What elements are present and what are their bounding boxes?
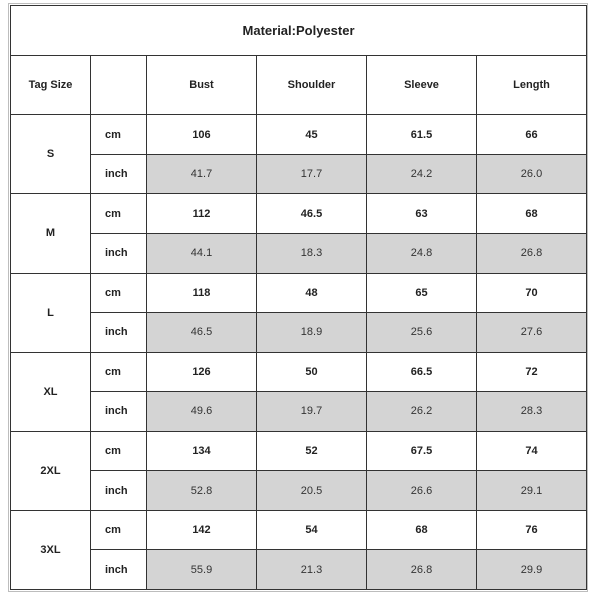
shoulder-value: 52 xyxy=(257,431,367,471)
sleeve-value: 65 xyxy=(367,273,477,313)
length-value: 74 xyxy=(477,431,587,471)
unit-label: inch xyxy=(91,550,147,590)
bust-value: 49.6 xyxy=(147,392,257,432)
table-row xyxy=(11,431,587,471)
header-row xyxy=(11,56,587,115)
length-value: 29.9 xyxy=(477,550,587,590)
unit-label: inch xyxy=(91,392,147,432)
unit-label: cm xyxy=(91,431,147,471)
unit-label: cm xyxy=(91,352,147,392)
table-row xyxy=(11,471,587,511)
sleeve-value: 24.2 xyxy=(367,154,477,194)
size-chart xyxy=(10,5,586,590)
bust-value: 44.1 xyxy=(147,233,257,273)
length-value: 66 xyxy=(477,115,587,155)
size-label: S xyxy=(11,115,91,194)
unit-label: cm xyxy=(91,194,147,234)
shoulder-value: 54 xyxy=(257,510,367,550)
table-row xyxy=(11,273,587,313)
length-value: 68 xyxy=(477,194,587,234)
table-row xyxy=(11,194,587,234)
size-label: M xyxy=(11,194,91,273)
unit-label: inch xyxy=(91,471,147,511)
table-row xyxy=(11,233,587,273)
table-row xyxy=(11,115,587,155)
table-row xyxy=(11,550,587,590)
sleeve-value: 26.6 xyxy=(367,471,477,511)
sleeve-value: 26.2 xyxy=(367,392,477,432)
length-value: 70 xyxy=(477,273,587,313)
unit-label: cm xyxy=(91,115,147,155)
bust-value: 52.8 xyxy=(147,471,257,511)
sleeve-value: 68 xyxy=(367,510,477,550)
sleeve-value: 26.8 xyxy=(367,550,477,590)
table-title: Material:Polyester xyxy=(11,6,587,56)
length-value: 26.0 xyxy=(477,154,587,194)
header-sleeve: Sleeve xyxy=(367,56,477,115)
header-length: Length xyxy=(477,56,587,115)
header-unit xyxy=(91,56,147,115)
size-label: XL xyxy=(11,352,91,431)
unit-label: inch xyxy=(91,313,147,353)
sleeve-value: 63 xyxy=(367,194,477,234)
unit-label: cm xyxy=(91,510,147,550)
table-row xyxy=(11,352,587,392)
shoulder-value: 48 xyxy=(257,273,367,313)
sleeve-value: 24.8 xyxy=(367,233,477,273)
shoulder-value: 20.5 xyxy=(257,471,367,511)
size-label: 2XL xyxy=(11,431,91,510)
shoulder-value: 21.3 xyxy=(257,550,367,590)
shoulder-value: 45 xyxy=(257,115,367,155)
unit-label: inch xyxy=(91,233,147,273)
unit-label: cm xyxy=(91,273,147,313)
title-row xyxy=(11,6,587,56)
bust-value: 134 xyxy=(147,431,257,471)
table-row xyxy=(11,154,587,194)
length-value: 76 xyxy=(477,510,587,550)
sleeve-value: 67.5 xyxy=(367,431,477,471)
length-value: 27.6 xyxy=(477,313,587,353)
header-bust: Bust xyxy=(147,56,257,115)
length-value: 72 xyxy=(477,352,587,392)
bust-value: 46.5 xyxy=(147,313,257,353)
table-row xyxy=(11,313,587,353)
bust-value: 118 xyxy=(147,273,257,313)
shoulder-value: 18.9 xyxy=(257,313,367,353)
unit-label: inch xyxy=(91,154,147,194)
bust-value: 126 xyxy=(147,352,257,392)
length-value: 28.3 xyxy=(477,392,587,432)
table-row xyxy=(11,392,587,432)
shoulder-value: 17.7 xyxy=(257,154,367,194)
header-shoulder: Shoulder xyxy=(257,56,367,115)
table-row xyxy=(11,510,587,550)
length-value: 29.1 xyxy=(477,471,587,511)
bust-value: 142 xyxy=(147,510,257,550)
sleeve-value: 61.5 xyxy=(367,115,477,155)
bust-value: 112 xyxy=(147,194,257,234)
bust-value: 55.9 xyxy=(147,550,257,590)
length-value: 26.8 xyxy=(477,233,587,273)
size-label: 3XL xyxy=(11,510,91,589)
shoulder-value: 19.7 xyxy=(257,392,367,432)
shoulder-value: 50 xyxy=(257,352,367,392)
size-chart-table xyxy=(10,5,587,590)
sleeve-value: 66.5 xyxy=(367,352,477,392)
shoulder-value: 18.3 xyxy=(257,233,367,273)
header-tag-size: Tag Size xyxy=(11,56,91,115)
bust-value: 106 xyxy=(147,115,257,155)
shoulder-value: 46.5 xyxy=(257,194,367,234)
bust-value: 41.7 xyxy=(147,154,257,194)
size-label: L xyxy=(11,273,91,352)
sleeve-value: 25.6 xyxy=(367,313,477,353)
